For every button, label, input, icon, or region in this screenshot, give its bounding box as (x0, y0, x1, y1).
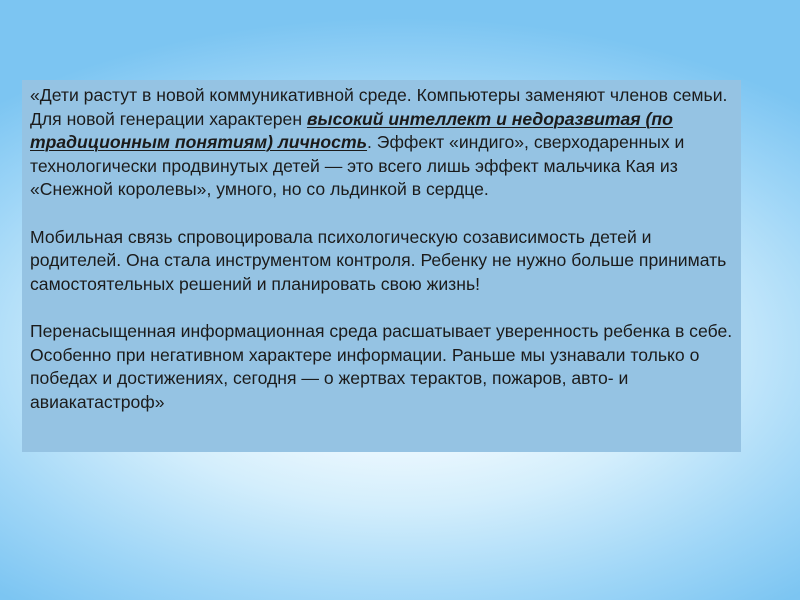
quote-text-box (22, 80, 741, 452)
paragraph-3: Перенасыщенная информационная среда расшатывает уверенность ребенка в себе. Особенно при негативном характере информации. Раньше мы узнавали только о победах и достижениях, сегодня — о жертвах терактов, пожаров, авто- и авиакатастроф» (30, 320, 733, 412)
emphasized-phrase: высокий интеллект и недоразвитая (по традиционным понятиям) личность (30, 108, 673, 153)
paragraph-2: Мобильная связь спровоцировала психологическую созависимость детей и родителей. Она стала инструментом контроля. Ребенку не нужно больше принимать самостоятельных решений и планировать свою жизнь! (30, 226, 727, 294)
paragraph-1-start: «Дети растут в новой коммуникативной среде. Компьютеры заменяют членов семьи. Для новой генерации характерен (30, 85, 728, 129)
paragraph-1 (30, 84, 733, 202)
paragraph-1-end: . Эффект «индиго», сверходаренных и технологически продвинутых детей — это всего лишь эффект мальчика Кая из «Снежной королевы», умного, но со льдинкой в сердце. (30, 132, 685, 200)
